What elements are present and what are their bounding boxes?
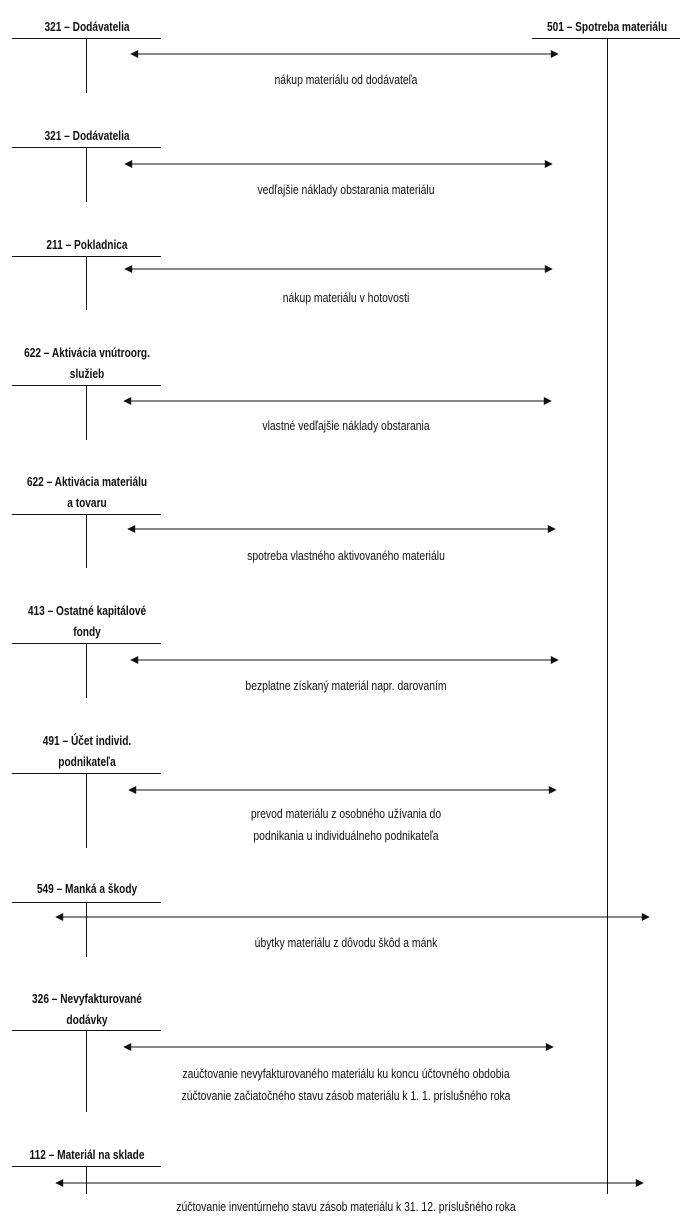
account-label: 321 – Dodávatelia [44,19,130,34]
posting-description: prevod materiálu z osobného užívania do [250,806,442,821]
account-label: podnikateľa [58,754,116,769]
account-line [86,1030,87,1112]
account-line [86,514,87,568]
account-label: 622 – Aktivácia materiálu [26,474,148,489]
account-label: 549 – Manká a škody [36,881,138,896]
target-account-rule [532,38,680,39]
account-line [86,1166,87,1194]
posting-description: vedľajšie náklady obstarania materiálu [257,182,435,197]
posting-description: spotreba vlastného aktivovaného materiálu [247,548,445,563]
target-account-title: 501 – Spotreba materiálu [546,19,668,34]
posting-description: zúčtovanie začiatočného stavu zásob materiálu k 1. 1. príslušného roka [181,1088,511,1103]
account-line [86,385,87,440]
account-label: 211 – Pokladnica [46,237,128,252]
account-label: 321 – Dodávatelia [44,128,130,143]
account-line [86,256,87,310]
account-label: fondy [73,624,101,639]
account-line [86,902,87,957]
account-label: 622 – Aktivácia vnútroorg. [24,345,150,360]
posting-description: úbytky materiálu z dôvodu škôd a mánk [254,935,438,950]
account-line [86,38,87,93]
posting-description: zaúčtovanie nevyfakturovaného materiálu ku koncu účtovného obdobia [182,1066,510,1081]
account-label: a tovaru [67,495,107,510]
account-label: dodávky [66,1012,108,1027]
posting-description: nákup materiálu od dodávateľa [274,72,418,87]
posting-description: bezplatne získaný materiál napr. darovaním [245,678,447,693]
posting-description: podnikania u individuálneho podnikateľa [253,828,439,843]
posting-description: zúčtovanie inventúrneho stavu zásob materiálu k 31. 12. príslušného roka [176,1199,516,1214]
account-line [86,147,87,202]
posting-description: vlastné vedľajšie náklady obstarania [262,418,430,433]
posting-description: nákup materiálu v hotovosti [282,290,410,305]
account-label: služieb [69,366,105,381]
account-line [86,643,87,698]
account-label: 112 – Materiál na sklade [29,1147,145,1162]
account-label: 491 – Účet individ. [42,733,132,748]
account-label: 413 – Ostatné kapitálové [27,603,147,618]
account-label: 326 – Nevyfakturované [32,991,142,1006]
target-account-line [607,38,608,1194]
account-line [86,773,87,848]
